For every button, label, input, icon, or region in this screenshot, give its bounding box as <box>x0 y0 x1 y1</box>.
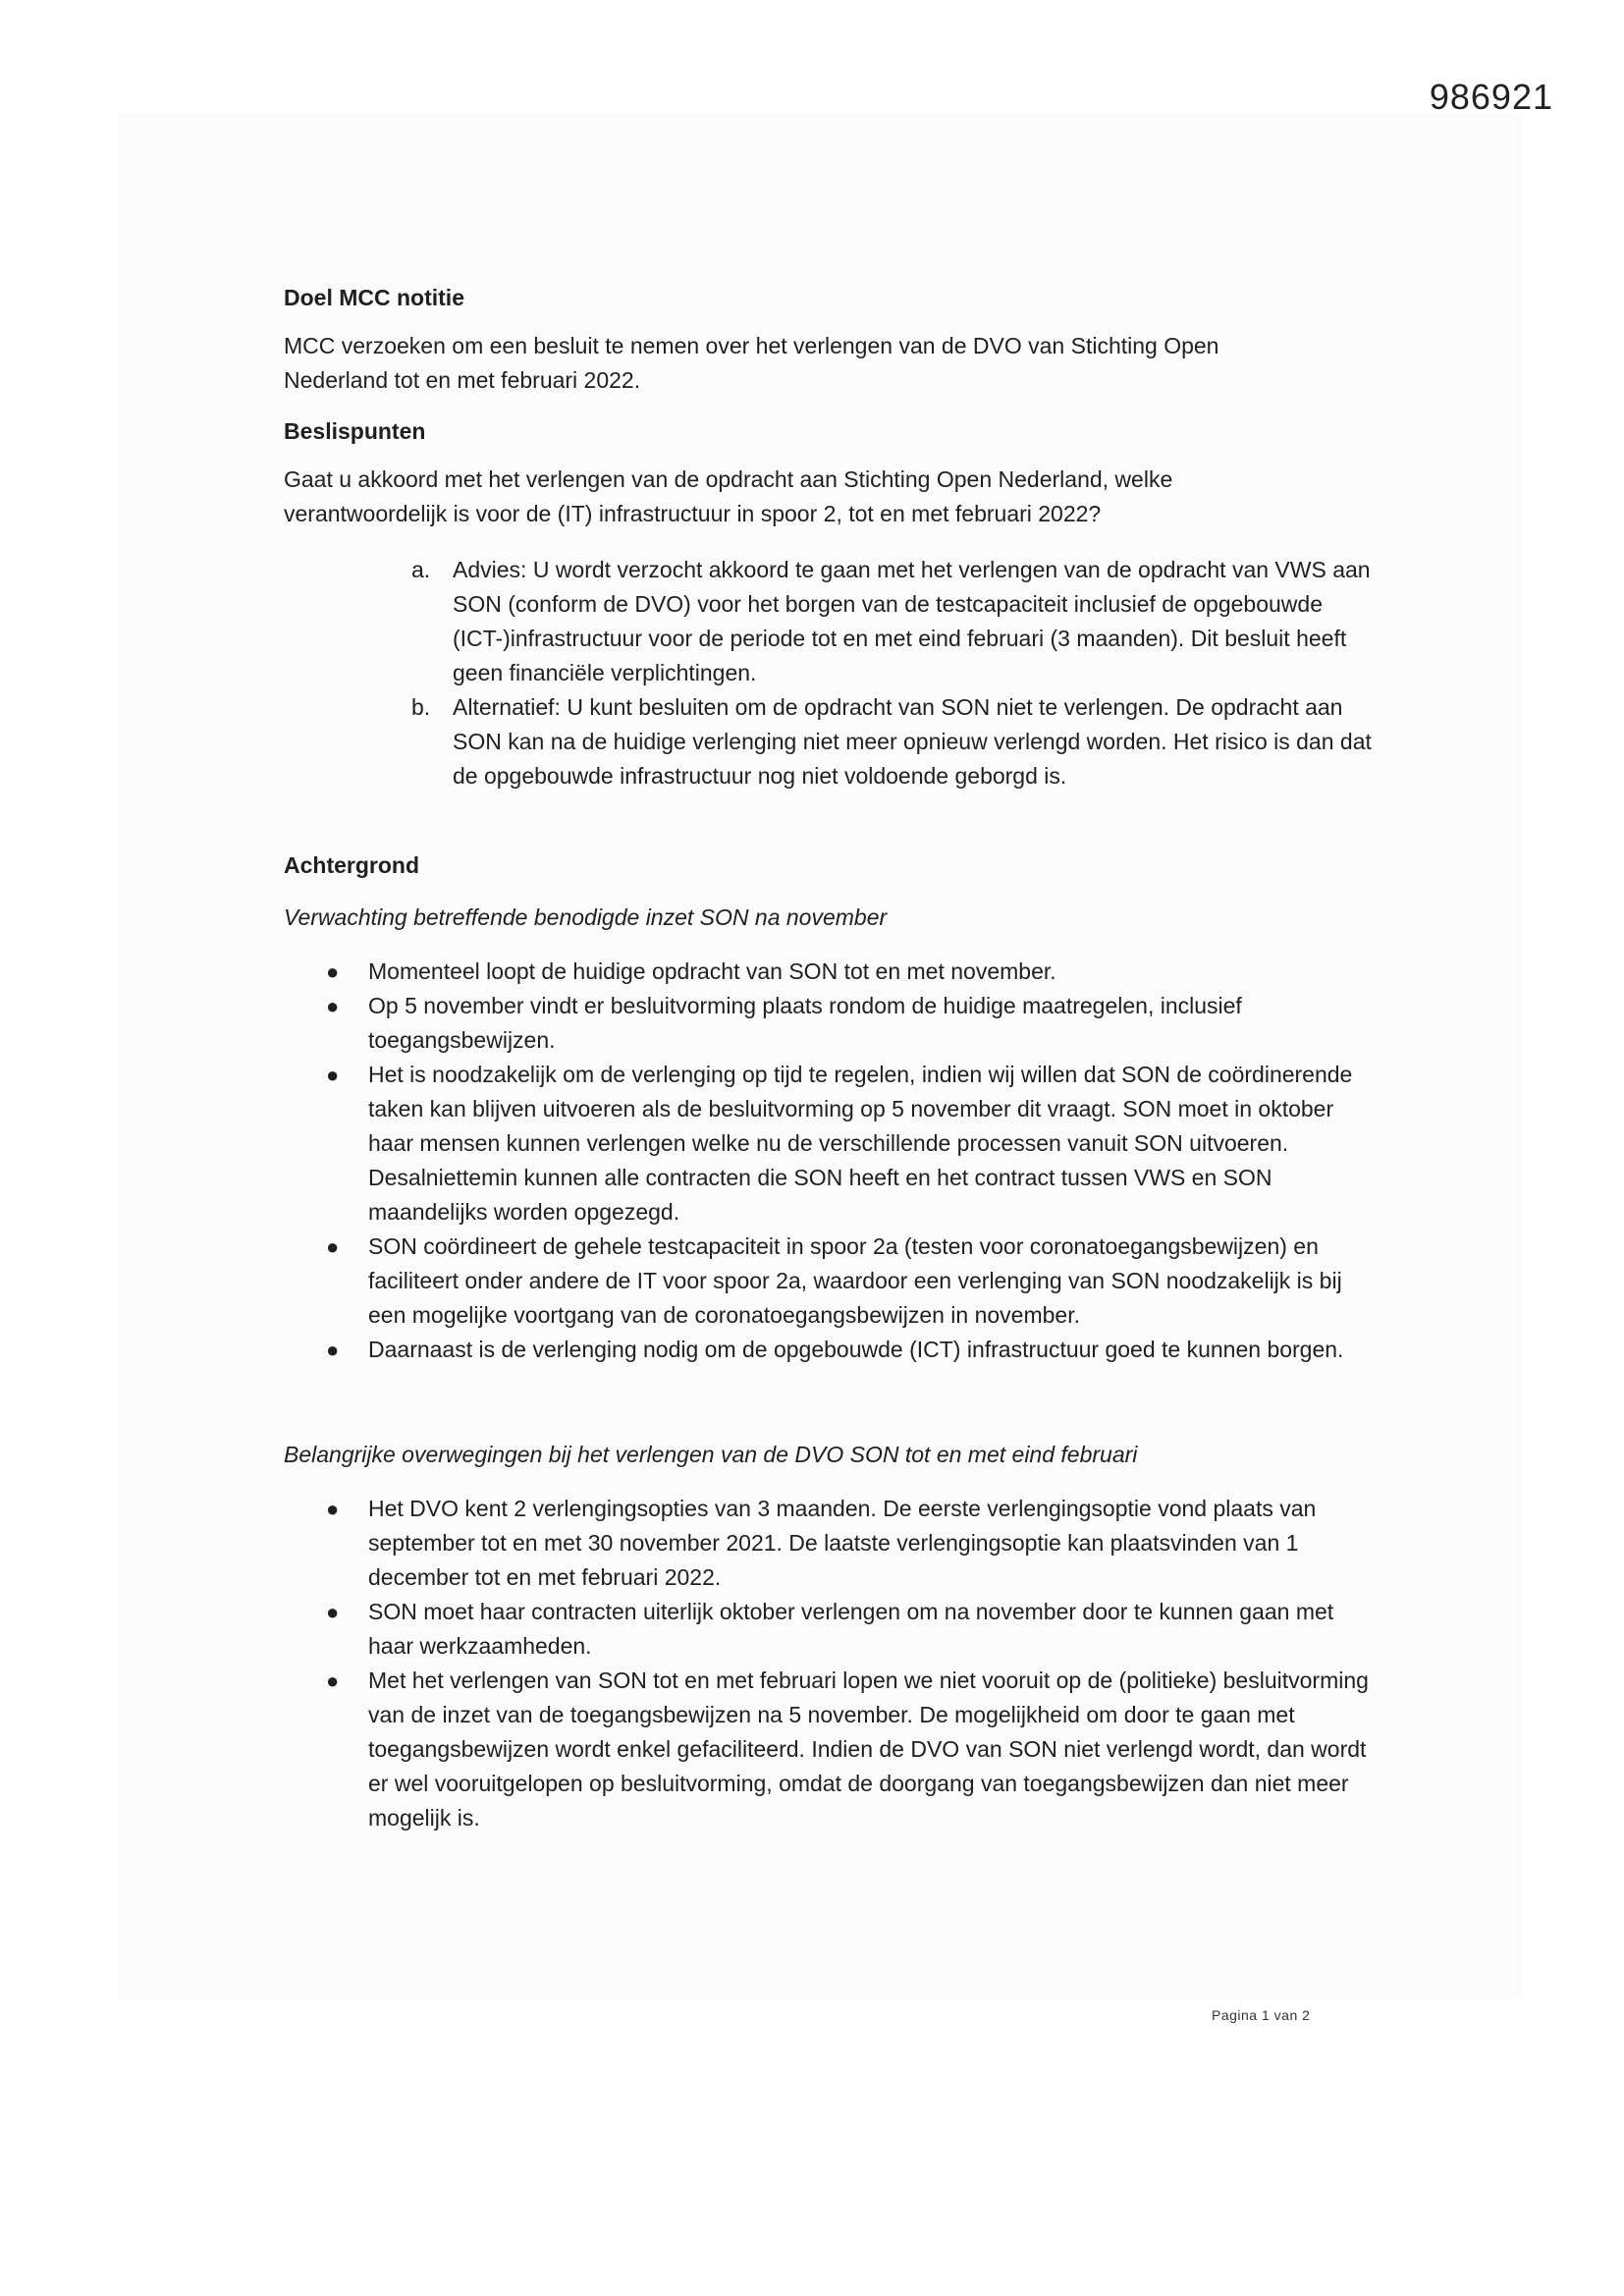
document-number: 986921 <box>1429 77 1553 117</box>
document-body <box>284 281 1374 1835</box>
list-item-text: Daarnaast is de verlenging nodig om de opgebouwde (ICT) infrastructuur goed te kunnen borgen. <box>368 1337 1344 1362</box>
option-a-marker: a. <box>411 557 431 582</box>
list-item: ● SON moet haar contracten uiterlijk oktober verlengen om na november door te kunnen gaan met haar werkzaamheden. <box>326 1599 1334 1659</box>
heading-beslispunten: Beslispunten <box>284 418 426 444</box>
list-item: ● Met het verlengen van SON tot en met februari lopen we niet vooruit op de (politieke) besluitvorming van de inzet van de toegangsbewijzen na 5 november. De mogelijkheid om door te gaan met toegangsbewijzen wordt enkel gefaciliteerd. Indien de DVO van SON niet verlengd wordt, dan wordt er wel vooruitgelopen op besluitvorming, omdat de doorgang van toegangsbewijzen dan niet meer mogelijk is. <box>326 1667 1369 1831</box>
subheading-overwegingen: Belangrijke overwegingen bij het verlengen van de DVO SON tot en met eind februari <box>284 1442 1138 1467</box>
beslispunten-text: Gaat u akkoord met het verlengen van de opdracht aan Stichting Open Nederland, welke verantwoordelijk is voor de (IT) infrastructuur in spoor 2, tot en met februari 2022? <box>284 466 1173 526</box>
list-item-text: SON moet haar contracten uiterlijk oktober verlengen om na november door te kunnen gaan met haar werkzaamheden. <box>368 1599 1334 1659</box>
page-footer: Pagina 1 van 2 <box>1212 2007 1311 2023</box>
option-b-marker: b. <box>411 694 431 720</box>
list-item: ● Het DVO kent 2 verlengingsopties van 3 maanden. De eerste verlengingsoptie vond plaats van september tot en met 30 november 2021. De laatste verlengingsoptie kan plaatsvinden van 1 december tot en met februari 2022. <box>326 1496 1317 1590</box>
doel-text: MCC verzoeken om een besluit te nemen over het verlengen van de DVO van Stichting Open Nederland tot en met februari 2022. <box>284 333 1219 393</box>
list-item: ● Het is noodzakelijk om de verlenging op tijd te regelen, indien wij willen dat SON de coördinerende taken kan blijven uitvoeren als de besluitvorming op 5 november dit vraagt. SON moet in oktober haar mensen kunnen verlengen welke nu de verschillende processen vanuit SON uitvoeren. Desalniettemin kunnen alle contracten die SON heeft en het contract tussen VWS en SON maandelijks worden opgezegd. <box>326 1062 1353 1225</box>
list-item-text: Op 5 november vindt er besluitvorming plaats rondom de huidige maatregelen, inclusief toegangsbewijzen. <box>368 993 1242 1053</box>
option-a-text: Advies: U wordt verzocht akkoord te gaan met het verlengen van de opdracht van VWS aan SON (conform de DVO) voor het borgen van de testcapaciteit inclusief de opgebouwde (ICT-)infrastructuur voor de periode tot en met eind februari (3 maanden). Dit besluit heeft geen financiële verplichtingen. <box>453 557 1371 685</box>
list-item-text: Het DVO kent 2 verlengingsopties van 3 maanden. De eerste verlengingsoptie vond plaats van september tot en met 30 november 2021. De laatste verlengingsoptie kan plaatsvinden van 1 december tot en met februari 2022. <box>368 1496 1317 1590</box>
list-item-text: SON coördineert de gehele testcapaciteit in spoor 2a (testen voor coronatoegangsbewijzen) en faciliteert onder andere de IT voor spoor 2a, waardoor een verlenging van SON noodzakelijk is bij een mogelijke voortgang van de coronatoegangsbewijzen in november. <box>368 1233 1342 1328</box>
list-item: ● SON coördineert de gehele testcapaciteit in spoor 2a (testen voor coronatoegangsbewijzen) en faciliteert onder andere de IT voor spoor 2a, waardoor een verlenging van SON noodzakelijk is bij een mogelijke voortgang van de coronatoegangsbewijzen in november. <box>326 1233 1342 1328</box>
list-item-text: Het is noodzakelijk om de verlenging op tijd te regelen, indien wij willen dat SON de coördinerende taken kan blijven uitvoeren als de besluitvorming op 5 november dit vraagt. SON moet in oktober haar mensen kunnen verlengen welke nu de verschillende processen vanuit SON uitvoeren. Desalniettemin kunnen alle contracten die SON heeft en het contract tussen VWS en SON maandelijks worden opgezegd. <box>368 1062 1353 1225</box>
bullet-list-verwachting <box>284 955 1374 1367</box>
heading-achtergrond: Achtergrond <box>284 852 419 878</box>
subheading-verwachting: Verwachting betreffende benodigde inzet SON na november <box>284 904 888 930</box>
list-item-text: Met het verlengen van SON tot en met februari lopen we niet vooruit op de (politieke) besluitvorming van de inzet van de toegangsbewijzen na 5 november. De mogelijkheid om door te gaan met toegangsbewijzen wordt enkel gefaciliteerd. Indien de DVO van SON niet verlengd wordt, dan wordt er wel vooruitgelopen op besluitvorming, omdat de doorgang van toegangsbewijzen dan niet meer mogelijk is. <box>368 1667 1369 1831</box>
list-item: ● Op 5 november vindt er besluitvorming plaats rondom de huidige maatregelen, inclusief toegangsbewijzen. <box>326 993 1242 1053</box>
list-item: ● Daarnaast is de verlenging nodig om de opgebouwde (ICT) infrastructuur goed te kunnen borgen. <box>326 1337 1344 1362</box>
option-b-text: Alternatief: U kunt besluiten om de opdracht van SON niet te verlengen. De opdracht aan SON kan na de huidige verlenging niet meer opnieuw verlengd worden. Het risico is dan dat de opgebouwde infrastructuur nog niet voldoende geborgd is. <box>453 694 1372 789</box>
list-item-text: Momenteel loopt de huidige opdracht van SON tot en met november. <box>368 958 1056 984</box>
option-b <box>411 690 1374 793</box>
list-item: ● Momenteel loopt de huidige opdracht van SON tot en met november. <box>326 958 1056 984</box>
options-list <box>284 553 1374 793</box>
bullet-list-overwegingen <box>284 1492 1374 1835</box>
heading-doel: Doel MCC notitie <box>284 285 464 310</box>
option-a <box>411 553 1374 690</box>
